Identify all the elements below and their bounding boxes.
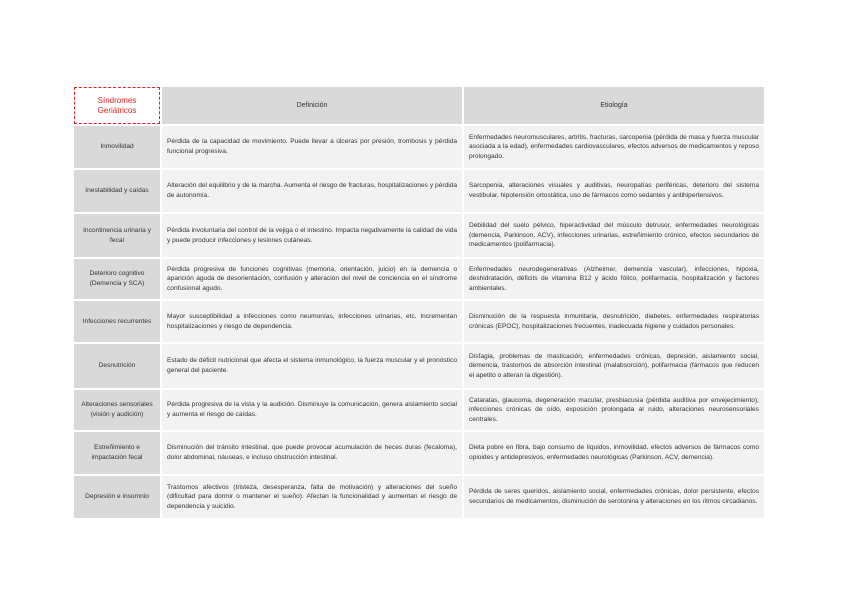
table-row bbox=[74, 301, 764, 342]
etiology-cell: Sarcopenia, alteraciones visuales y auditivas, neuropatías periféricas, deterioro del sistema vestibular, hipotensión ortostática, uso de fármacos como sedantes y antihipertensivos. bbox=[464, 170, 764, 212]
corner-label-line1: Síndromes bbox=[97, 95, 137, 105]
table-row bbox=[74, 344, 764, 388]
geriatric-syndromes-table bbox=[74, 87, 766, 518]
header-etiology: Etiología bbox=[464, 87, 764, 124]
definition-cell: Disminución del tránsito intestinal, que puede provocar acumulación de heces duras (fecaloma), dolor abdominal, náuseas, e incluso obstrucción intestinal. bbox=[162, 432, 462, 474]
corner-label bbox=[74, 87, 160, 124]
corner-label-line2: Geriátricos bbox=[97, 105, 137, 115]
syndrome-cell: Alteraciones sensoriales (visión y audición) bbox=[74, 390, 160, 430]
syndrome-cell: Estreñimiento e impactación fecal bbox=[74, 432, 160, 474]
syndrome-cell: Infecciones recurrentes bbox=[74, 301, 160, 342]
definition-cell: Pérdida involuntaria del control de la vejiga o el intestino. Impacta negativamente la calidad de vida y puede producir infecciones y lesiones cutáneas. bbox=[162, 214, 462, 257]
syndrome-cell: Incontinencia urinaria y fecal bbox=[74, 214, 160, 257]
header-row bbox=[74, 87, 764, 124]
table-row bbox=[74, 476, 764, 518]
table-row bbox=[74, 259, 764, 299]
etiology-cell: Debilidad del suelo pélvico, hiperactividad del músculo detrusor, enfermedades neurológicas (demencia, Parkinson, ACV), infecciones urinarias, estreñimiento crónico, efectos secundarios de medicamentos (polifarmacia). bbox=[464, 214, 764, 257]
etiology-cell: Cataratas, glaucoma, degeneración macular, presbiacusia (pérdida auditiva por envejecimiento), infecciones crónicas de oído, exposición prolongada al ruido, alteraciones neurosensoriales centrales. bbox=[464, 390, 764, 430]
etiology-cell: Pérdida de seres queridos, aislamiento social, enfermedades crónicas, dolor persistente, efectos secundarios de medicamentos, disminución de serotonina y alteraciones en los ritmos circadianos. bbox=[464, 476, 764, 518]
table-row bbox=[74, 432, 764, 474]
definition-cell: Estado de déficit nutricional que afecta el sistema inmunológico, la fuerza muscular y el pronóstico general del paciente. bbox=[162, 344, 462, 388]
definition-cell: Mayor susceptibilidad a infecciones como neumonías, infecciones urinarias, etc. Incrementan hospitalizaciones y riesgo de dependencia. bbox=[162, 301, 462, 342]
table-row bbox=[74, 390, 764, 430]
syndrome-cell: Inmovilidad bbox=[74, 126, 160, 168]
table-row bbox=[74, 170, 764, 212]
etiology-cell: Disminución de la respuesta inmunitaria, desnutrición, diabetes, enfermedades respiratorias crónicas (EPOC), hospitalizaciones frecuentes, inadecuada higiene y cuidados personales. bbox=[464, 301, 764, 342]
etiology-cell: Dieta pobre en fibra, bajo consumo de líquidos, inmovilidad, efectos adversos de fármacos como opioides y antidepresivos, enfermedades neurológicas (Parkinson, ACV, demencia). bbox=[464, 432, 764, 474]
table-row bbox=[74, 126, 764, 168]
header-definition: Definición bbox=[162, 87, 462, 124]
etiology-cell: Disfagia, problemas de masticación, enfermedades crónicas, depresión, aislamiento social, demencia, trastornos de absorción intestinal (malabsorción), polifarmacia (fármacos que reducen el apetito o alteran la digestión). bbox=[464, 344, 764, 388]
table-row bbox=[74, 214, 764, 257]
definition-cell: Pérdida progresiva de la vista y la audición. Disminuye la comunicación, genera aislamiento social y aumenta el riesgo de caídas. bbox=[162, 390, 462, 430]
syndromes-table bbox=[72, 85, 766, 520]
syndrome-cell: Inestabilidad y caídas bbox=[74, 170, 160, 212]
etiology-cell: Enfermedades neurodegenerativas (Alzheimer, demencia vascular), infecciones, hipoxia, deshidratación, déficits de vitamina B12 y ácido fólico, polifarmacia, hospitalización y factores ambientales. bbox=[464, 259, 764, 299]
syndrome-cell: Depresión e insomnio bbox=[74, 476, 160, 518]
syndrome-cell: Deterioro cognitivo (Demencia y SCA) bbox=[74, 259, 160, 299]
syndrome-cell: Desnutrición bbox=[74, 344, 160, 388]
definition-cell: Pérdida de la capacidad de movimiento. Puede llevar a úlceras por presión, trombosis y pérdida funcional progresiva. bbox=[162, 126, 462, 168]
definition-cell: Trastornos afectivos (tristeza, desesperanza, falta de motivación) y alteraciones del sueño (dificultad para dormir o mantener el sueño). Afectan la funcionalidad y aumentan el riesgo de dependencia y suicidio. bbox=[162, 476, 462, 518]
definition-cell: Pérdida progresiva de funciones cognitivas (memoria, orientación, juicio) en la demencia o aparición aguda de desorientación, confusión y alteración del nivel de conciencia en el síndrome confusional agudo. bbox=[162, 259, 462, 299]
definition-cell: Alteración del equilibrio y de la marcha. Aumenta el riesgo de fracturas, hospitalizaciones y pérdida de autonomía. bbox=[162, 170, 462, 212]
etiology-cell: Enfermedades neuromusculares, artritis, fracturas, sarcopenia (pérdida de masa y fuerza muscular asociada a la edad), enfermedades cardiovasculares, efectos adversos de medicamentos y reposo prolongado. bbox=[464, 126, 764, 168]
